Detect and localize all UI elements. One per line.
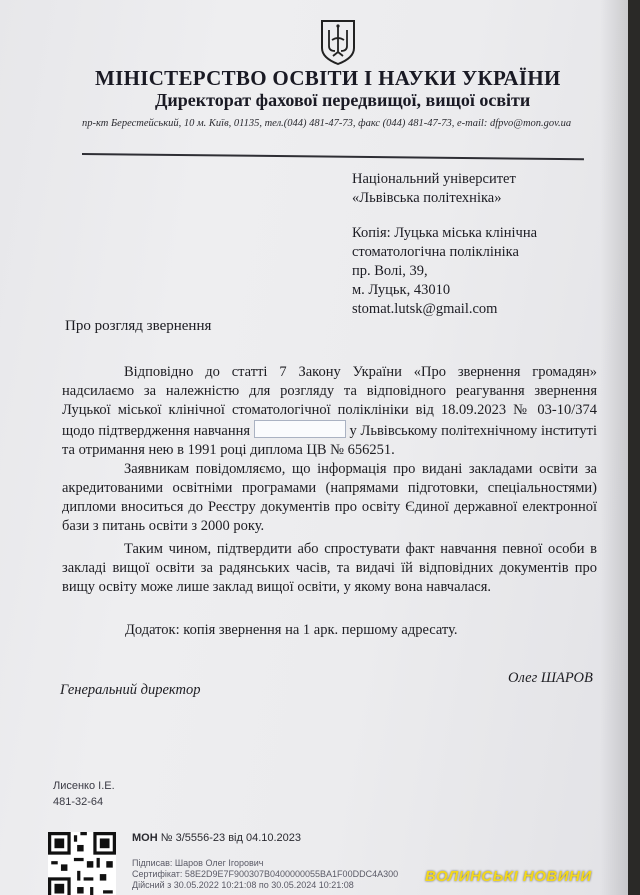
executor-phone: 481-32-64 bbox=[53, 796, 104, 808]
qr-code-icon bbox=[48, 832, 116, 895]
news-watermark: ВОЛИНСЬКІ НОВИНИ bbox=[425, 868, 592, 885]
recipient-line: Національний університет bbox=[352, 171, 516, 187]
recipient-block bbox=[352, 170, 516, 208]
registration-number: МОН № 3/5556-23 від 04.10.2023 bbox=[132, 832, 302, 844]
body-paragraph-2: Заявникам повідомляємо, що інформація про видані закладами освіти за акредитованими освітніми програмами (напрямами підготовки, спеціальностями) дипломи вноситься до Реєстру документів про освіту Єдиної державної електронної бази з питань освіти з 2000 року. bbox=[62, 461, 597, 534]
certificate-validity: Дійсний з 30.05.2022 10:21:08 по 30.05.2024 10:21:08 bbox=[132, 880, 354, 890]
letter-subject: Про розгляд звернення bbox=[65, 318, 212, 334]
signatory-position: Генеральний директор bbox=[60, 682, 201, 698]
copy-line: пр. Волі, 39, bbox=[352, 263, 428, 279]
redacted-name bbox=[254, 420, 346, 438]
trident-emblem-icon bbox=[318, 18, 358, 66]
executor-block bbox=[53, 778, 115, 810]
executor-name: Лисенко І.Е. bbox=[53, 780, 115, 792]
recipient-line: «Львівська політехніка» bbox=[352, 190, 502, 206]
annex-note: Додаток: копія звернення на 1 арк. першому адресату. bbox=[125, 622, 458, 638]
copy-email: stomat.lutsk@gmail.com bbox=[352, 301, 498, 317]
signatory-name: Олег ШАРОВ bbox=[508, 670, 593, 686]
letterhead-divider bbox=[82, 153, 584, 160]
directorate-title: Директорат фахової передвищої, вищої освіти bbox=[155, 90, 531, 110]
copy-line: м. Луцьк, 43010 bbox=[352, 282, 451, 298]
certificate-id: Сертифікат: 58E2D9E7F900307B0400000055BA1F00DDC4A300 bbox=[132, 869, 399, 879]
copy-line: Копія: Луцька міська клінічна bbox=[352, 225, 538, 241]
digital-signature-block bbox=[132, 858, 398, 891]
body-paragraph-1: Відповідно до статті 7 Закону України «Про звернення громадян» надсилаємо за належністю для розгляду та відповідного реагування звернення Луцької міської клінічної стоматологічної поліклініки від 18.09.2023 № 03-10/374 щодо підтвердження навчання у Львівському політехнічному інституті та отримання нею в 1991 році диплома ЦВ № 656251. bbox=[62, 364, 598, 458]
signed-by: Підписав: Шаров Олег Ігорович bbox=[132, 858, 264, 868]
body-paragraph-3: Таким чином, підтвердити або спростувати факт навчання певної особи в закладі вищої освіти за радянських часів, та видачі їй відповідних документів про вищу освіту може лише заклад вищої освіти, у якому вона навчалася. bbox=[62, 541, 597, 595]
copy-recipient-block bbox=[352, 224, 537, 319]
letterhead-address: пр-кт Берестейський, 10 м. Київ, 01135, тел.(044) 481-47-73, факс (044) 481-47-73, e-mail: dfpvo@mon.gov.ua bbox=[82, 118, 572, 129]
paper-edge-shadow bbox=[600, 0, 628, 895]
letter-body bbox=[62, 363, 597, 597]
ministry-title: МІНІСТЕРСТВО ОСВІТИ І НАУКИ УКРАЇНИ bbox=[95, 66, 561, 90]
copy-line: стоматологічна поліклініка bbox=[352, 244, 519, 260]
